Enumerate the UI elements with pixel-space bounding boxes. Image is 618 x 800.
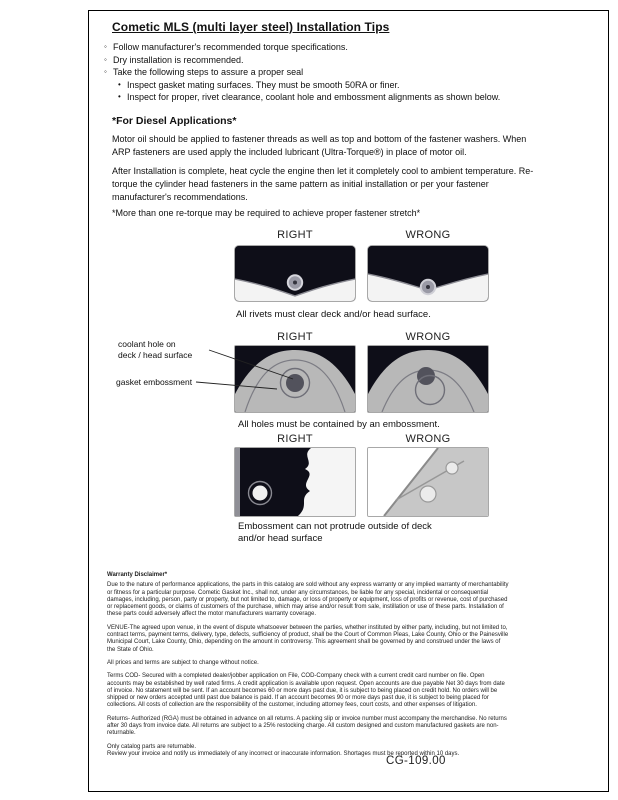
wrong-label: WRONG bbox=[405, 229, 451, 241]
tip-text: Inspect gasket mating surfaces. They must be smooth 50RA or finer. bbox=[127, 79, 400, 90]
tip-text: Take the following steps to assure a proper seal bbox=[113, 67, 304, 77]
embossment-inside-illustration bbox=[235, 448, 355, 516]
right-label: RIGHT bbox=[277, 331, 313, 343]
coolant-hole-contained-illustration bbox=[235, 346, 355, 412]
tip-text: Follow manufacturer's recommended torque specifications. bbox=[113, 42, 348, 52]
warranty-heading: Warranty Disclaimer* bbox=[107, 572, 168, 578]
callout-line: deck / head surface bbox=[118, 349, 193, 360]
warranty-disclaimer-section bbox=[107, 572, 509, 758]
retorque-note: *More than one re-torque may be required to achieve proper fastener stretch* bbox=[112, 208, 421, 218]
list-item bbox=[104, 54, 544, 67]
legal-paragraph: Returns- Authorized (RGA) must be obtained in advance on all returns. A packing slip or invoice number must accompany the merchandise. No returns after 30 days from invoice date. All returns are subject to a 25% restocking charge. All custom designed and custom manufactured gaskets are non-returnable. bbox=[107, 715, 507, 737]
diesel-heading: *For Diesel Applications* bbox=[112, 115, 237, 127]
figure-caption-rivets: All rivets must clear deck and/or head surface. bbox=[236, 309, 431, 320]
installation-tips-list bbox=[104, 41, 544, 104]
bullet-icon bbox=[104, 54, 113, 67]
legal-paragraph: Only catalog parts are returnable. bbox=[107, 743, 197, 750]
rivet-overlap-illustration bbox=[368, 246, 488, 301]
legal-paragraph: Due to the nature of performance applications, the parts in this catalog are sold without any express warranty or any implied warranty of merchantability or fitness for a particular purpose. Cometic Gasket Inc., shall not, under any circumstances, be liable for any special, incidental or consequential damages, including, person, party or property, but not limited to, damage, or loss of property or equipment, loss of profits or revenue, cost of purchased or replacement goods, or claims of customers of the purchase, which may arise and/or result from sale, instillation or use of these parts. Installation of these parts could adversely affect the motor manufacturers warranty coverage. bbox=[107, 582, 509, 618]
legal-paragraph: All prices and terms are subject to change without notice. bbox=[107, 659, 259, 666]
wrong-label: WRONG bbox=[405, 331, 451, 343]
tip-text: Dry installation is recommended. bbox=[113, 54, 244, 65]
wrong-label: WRONG bbox=[405, 433, 451, 445]
right-label: RIGHT bbox=[277, 433, 313, 445]
figure-caption-holes: All holes must be contained by an embossment. bbox=[238, 419, 440, 430]
bullet-icon bbox=[104, 66, 113, 79]
diesel-paragraph-1: Motor oil should be applied to fastener threads as well as top and bottom of the fastener washers. When ARP fasteners are used apply the included lubricant (Ultra-Torque®) in place of motor oil. bbox=[112, 134, 527, 157]
embossment-protruding-illustration bbox=[368, 448, 488, 516]
bullet-icon bbox=[104, 41, 113, 54]
figure-embossment-wrong bbox=[367, 447, 489, 517]
diesel-paragraph-2: After Installation is complete, heat cycle the engine then let it completely cool to ambient temperature. Re-torque the cylinder head fasteners in the same pattern as initial installation or per your fastener manufacturer's recommendations. bbox=[112, 166, 534, 202]
bullet-icon bbox=[118, 91, 127, 104]
figure-caption-embossment-line2: and/or head surface bbox=[238, 533, 323, 544]
legal-paragraph: Review your invoice and notify us immediately of any incorrect or inaccurate information. Shortages must be reported within 10 days. bbox=[107, 750, 460, 757]
callout-gasket-embossment: gasket embossment bbox=[116, 377, 193, 387]
callout-line: coolant hole on bbox=[118, 339, 176, 349]
legal-paragraph: VENUE-The agreed upon venue, in the event of dispute whatsoever between the parties, whether instituted by either party, including, but not limited to, contract terms, payment terms, delivery, type, defects, sufficiency of product, shall be the Court of Common Pleas, Lake County, Ohio or the Painesville Municipal Court, Lake County, Ohio, depending on the amount in controversy. This agreement shall be governed by and construed under the laws of the State of Ohio. bbox=[107, 624, 509, 653]
catalog-page-code: CG-109.00 bbox=[386, 755, 446, 767]
callout-coolant-hole bbox=[118, 339, 210, 360]
tip-text: Inspect for proper, rivet clearance, coolant hole and embossment alignments as shown below. bbox=[127, 92, 501, 102]
legal-paragraph: Terms COD- Secured with a completed dealer/jobber application on File, COD-Company check with a current credit card number on file. Open accounts may be established by well rated firms. A credit application is available upon request. Open accounts are due payable Net 30 days from date of invoice. No statement will be sent. If an account becomes 60 or more days past due, it is subject to being placed on credit hold. No orders will be shipped or new orders accepted until past due balance is paid. If an account becomes 90 or more days past due, it is subject to being placed for collections. All costs of collection are the responsibility of the customer, including attorney fees, court costs, and other expenses of litigation. bbox=[107, 673, 505, 709]
figure-caption-embossment-line1: Embossment can not protrude outside of deck bbox=[238, 521, 432, 532]
figure-coolant-wrong bbox=[367, 345, 489, 413]
page-title: Cometic MLS (multi layer steel) Installation Tips bbox=[112, 20, 390, 34]
list-item bbox=[118, 91, 544, 104]
list-item bbox=[104, 66, 544, 79]
rivet-clear-illustration bbox=[235, 246, 355, 301]
figure-rivet-wrong bbox=[367, 245, 489, 302]
figure-rivet-right bbox=[234, 245, 356, 302]
figure-coolant-right bbox=[234, 345, 356, 413]
list-item bbox=[104, 41, 544, 54]
right-label: RIGHT bbox=[277, 229, 313, 241]
list-item bbox=[118, 79, 544, 92]
figure-embossment-right bbox=[234, 447, 356, 517]
bullet-icon bbox=[118, 79, 127, 92]
coolant-hole-uncontained-illustration bbox=[368, 346, 488, 412]
